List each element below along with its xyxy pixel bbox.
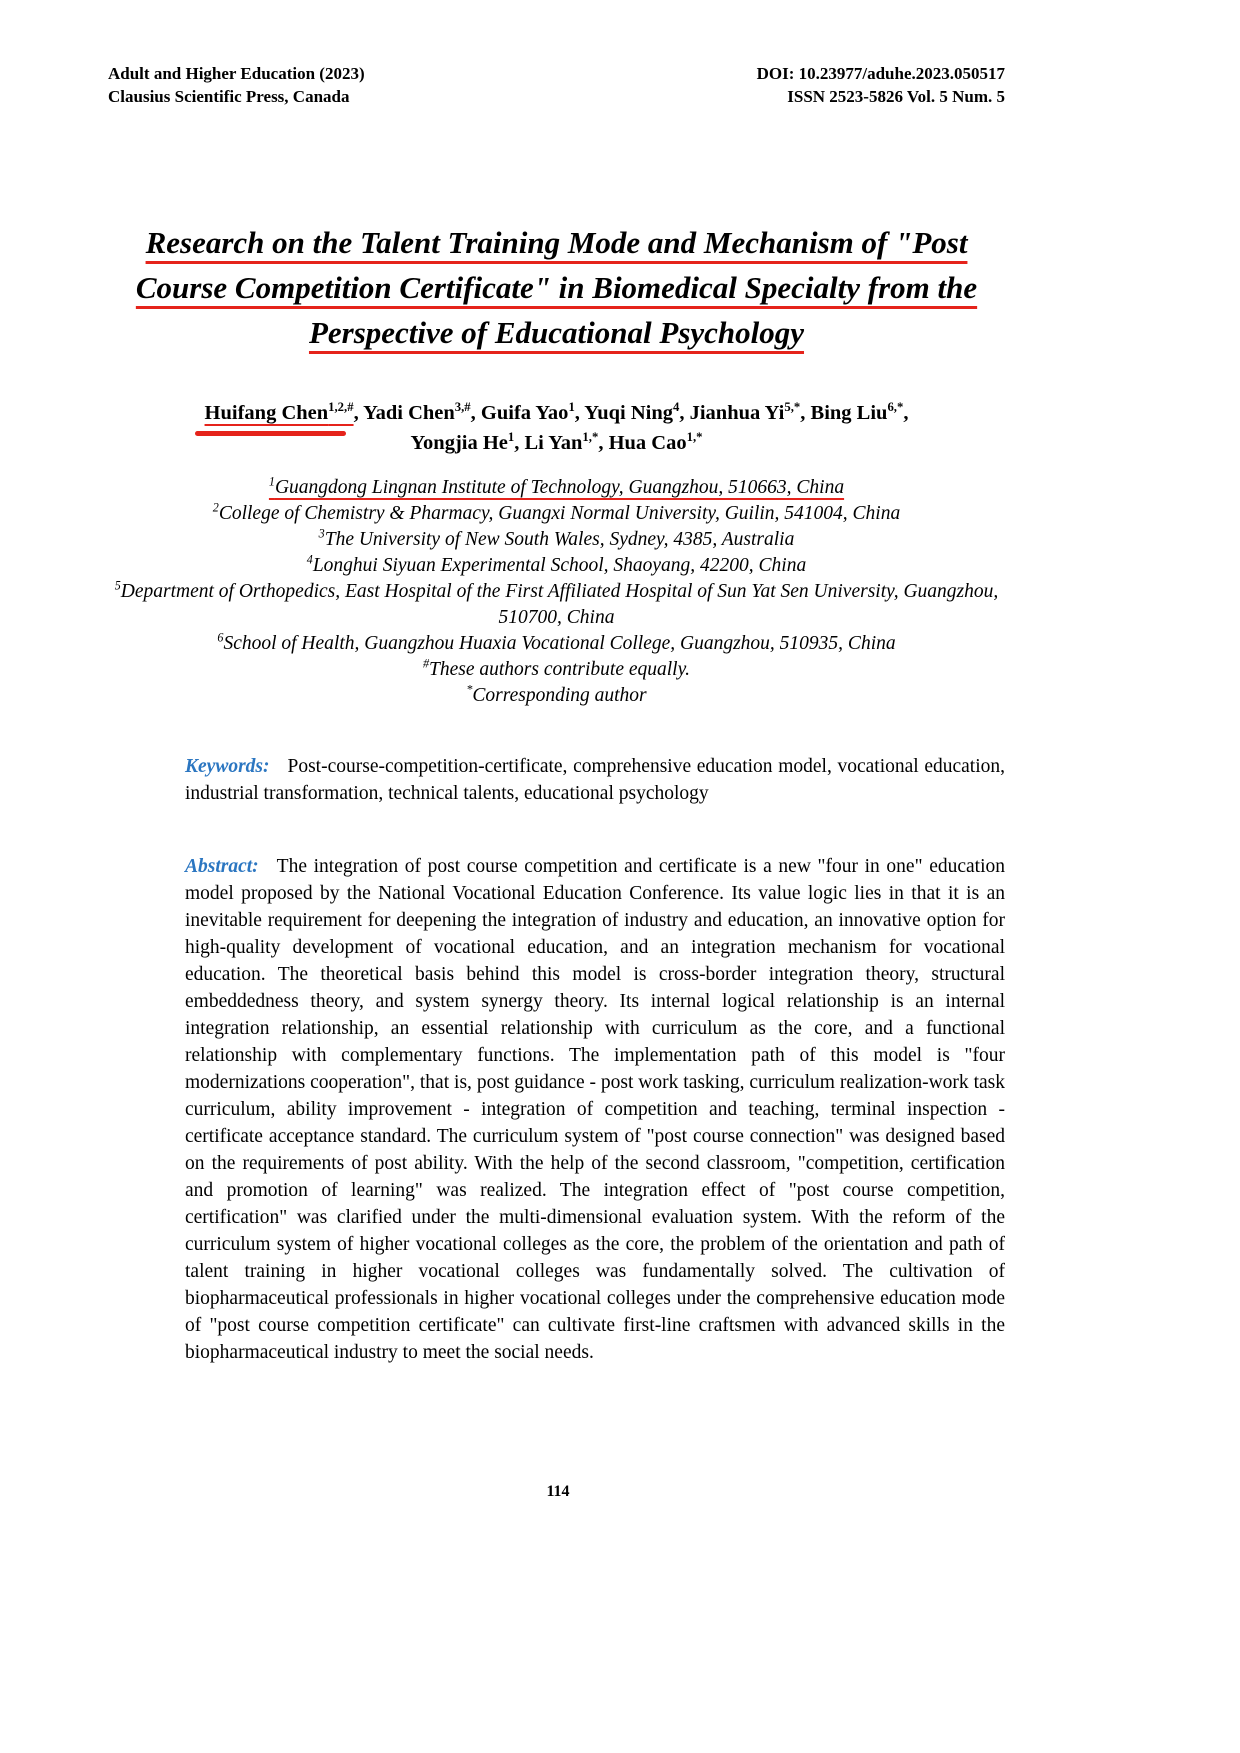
author-name: Guifa Yao$^1$ [480, 399, 575, 424]
keywords-text: Post-course-competition-certificate, comprehensive education model, vocational education, industrial transformation, technical talents, educational psychology [185, 756, 1005, 805]
author-name: Yongjia He$^1$ [410, 430, 515, 455]
affiliation-line: $^2$College of Chemistry & Pharmacy, Guangxi Normal University, Guilin, 541004, China [212, 500, 901, 525]
abstract-label: Abstract: [185, 856, 259, 878]
author-list [108, 398, 1005, 460]
author-name: Li Yan$^{1,*}$ [524, 430, 599, 455]
author-line: Yongjia He$^1$, Li Yan$^{1,*}$, Hua Cao$^{1,*}$ [410, 430, 703, 455]
keywords-block [185, 753, 1005, 807]
affiliation-line: $^5$Department of Orthopedics, East Hospital of the First Affiliated Hospital of Sun Yat Sen University, Guangzhou, 510700, China [114, 578, 999, 629]
affiliation-line: $^1$Guangdong Lingnan Institute of Technology, Guangzhou, 510663, China [268, 474, 845, 499]
keywords-label: Keywords: [185, 756, 270, 778]
journal-info [108, 63, 365, 109]
author-name: Yuqi Ning$^4$ [584, 399, 680, 424]
journal-name: Adult and Higher Education (2023) [108, 64, 365, 83]
page-number: 114 [546, 1483, 570, 1500]
author-name: Jianhua $Yi^{5,*}$ [689, 399, 801, 424]
issn-line: ISSN 2523-5826 Vol. 5 Num. 5 [787, 86, 1005, 106]
author-name: Bing Liu$^{6,*}$ [810, 399, 904, 424]
author-line: Huifang Chen$^{1,2,\#}$, Yadi Chen$^{3,\#}$, Guifa Yao$^1$, Yuqi Ning$^4$, Jianhua $Yi^{5,*}$, Bing Liu$^{6,*}$, [204, 399, 909, 424]
doi-line: DOI: 10.23977/aduhe.2023.050517 [756, 64, 1005, 83]
affiliation-line: #These authors contribute equally. [422, 656, 691, 681]
paper-title: Research on the Talent Training Mode and Mechanism of "Post Course Competition Certificate" in Biomedical Specialty from the Perspective of Educational Psychology [135, 224, 978, 350]
affiliation-line: $^3$The University of New South Wales, Sydney, 4385, Australia [318, 526, 795, 551]
abstract-text: The integration of post course competition and certificate is a new "four in one" education model proposed by the National Vocational Education Conference. Its value logic lies in that it is an inevitable requirement for deepening the integration of industry and education, an innovative option for high-quality development of vocational education, and an integration mechanism for vocational education. The theoretical basis behind this model is cross-border integration theory, structural embeddedness theory, and system synergy theory. Its internal logical relationship is an internal integration relationship, an essential relationship with curriculum as the core, and a functional relationship with complementary functions. The implementation path of this model is "four modernizations cooperation", that is, post guidance - post work tasking, curriculum realization-work task curriculum, ability improvement - integration of competition and teaching, terminal inspection - certificate acceptance standard. The curriculum system of "post course connection" was designed based on the requirements of post ability. With the help of the second classroom, "competition, certification and promotion of learning" was realized. The integration effect of "post course competition, certification" was clarified under the multi-dimensional evaluation system. With the reform of the curriculum system of higher vocational colleges as the core, the problem of the orientation and path of talent training in higher vocational colleges was fundamentally solved. The cultivation of biopharmaceutical professionals in higher vocational colleges under the comprehensive education mode of "post course competition certificate" can cultivate first-line craftsmen with advanced skills in the biopharmaceutical industry to meet the social needs. [185, 856, 1005, 1364]
affiliation-line: *Corresponding author [466, 682, 647, 707]
author-name: Huifang Chen$^{1,2,\#}$ [204, 399, 354, 424]
affiliations-block [108, 475, 1005, 709]
abstract-block [185, 853, 1005, 1366]
journal-header [108, 63, 1005, 109]
publisher-name: Clausius Scientific Press, Canada [108, 86, 350, 106]
author-name: Yadi Chen$^{3,\#}$ [363, 399, 471, 424]
affiliation-line: $^6$School of Health, Guangzhou Huaxia Vocational College, Guangzhou, 510935, China [217, 630, 896, 655]
doi-info [757, 63, 1005, 109]
affiliation-line: $^4$Longhui Siyuan Experimental School, Shaoyang, 42200, China [306, 552, 807, 577]
author-name: Hua Cao$^{1,*}$ [608, 430, 703, 455]
